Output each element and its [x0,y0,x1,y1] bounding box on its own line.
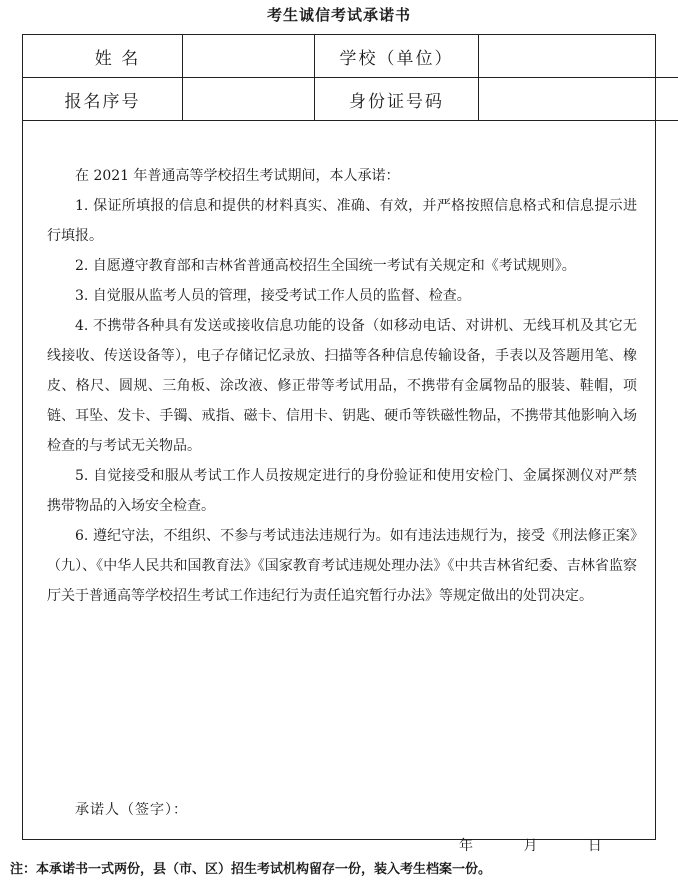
commitment-form [22,34,656,854]
id-number-field[interactable] [479,78,678,121]
registration-number-field[interactable] [183,78,315,121]
id-number-label: 身份证号码 [315,78,479,121]
commitment-item: 1. 保证所填报的信息和提供的材料真实、准确、有效，并严格按照信息格式和信息提示进行填报。 [47,198,637,244]
school-label: 学校（单位） [315,35,479,78]
signature-label: 承诺人（签字）： [75,802,188,818]
commitment-item: 2. 自愿遵守教育部和吉林省普通高校招生全国统一考试有关规定和《考试规则》。 [75,258,576,274]
candidate-info-table [23,35,678,121]
date-year: 年 [459,838,473,854]
document-title: 考生诚信考试承诺书 [266,6,411,24]
date-day: 日 [587,838,602,854]
commitment-item: 3. 自觉服从监考人员的管理，接受考试工作人员的监督、检查。 [75,288,471,304]
table-row [23,78,678,121]
date-line [459,835,602,855]
table-row [23,35,678,78]
name-field[interactable] [183,35,315,78]
commitment-intro: 在 2021 年普通高等学校招生考试期间，本人承诺： [75,168,400,184]
commitment-item: 4. 不携带各种具有发送或接收信息功能的设备（如移动电话、对讲机、无线耳机及其它无线接收、传送设备等），电子存储记忆录放、扫描等各种信息传输设备，手表以及答题用笔、橡皮、格尺、圆规、三角板、涂改液、修正带等考试用品，不携带有金属物品的服装、鞋帽，项链、耳坠、发卡、手镯、戒指、磁卡、信用卡、钥匙、硬币等铁磁性物品，不携带其他影响入场检查的与考试无关物品。 [47,318,637,454]
commitment-item: 5. 自觉接受和服从考试工作人员按规定进行的身份验证和使用安检门、金属探测仪对严禁携带物品的入场安全检查。 [47,468,637,514]
registration-number-label: 报名序号 [23,78,183,121]
commitment-item: 6. 遵纪守法，不组织、不参与考试违法违规行为。如有违法违规行为，接受《刑法修正案》（九）、《中华人民共和国教育法》《国家教育考试违规处理办法》《中共吉林省纪委、吉林省监察厅关于普通高等学校招生考试工作违纪行为责任追究暂行办法》等规定做出的处罚决定。 [47,528,637,604]
commitment-body [47,161,637,611]
date-month: 月 [523,838,538,854]
footnote: 注：本承诺书一式两份，县（市、区）招生考试机构留存一份，装入考生档案一份。 [10,862,492,877]
name-label: 姓 名 [23,35,183,78]
school-field[interactable] [479,35,678,78]
